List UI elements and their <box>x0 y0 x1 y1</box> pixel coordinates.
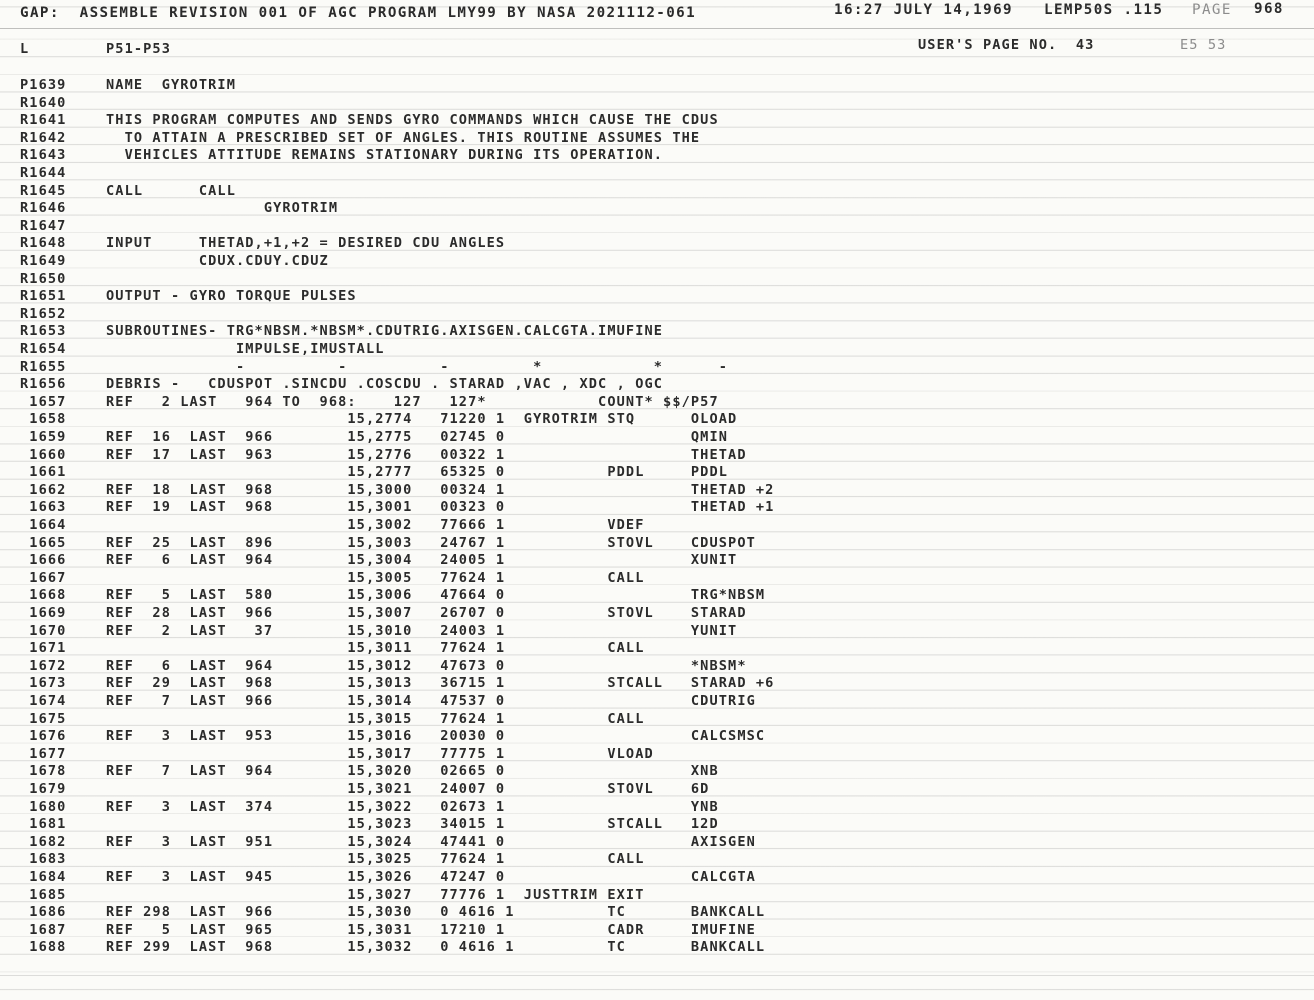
line-number: R1643 <box>20 147 67 164</box>
header-title: GAP: ASSEMBLE REVISION 001 OF AGC PROGRAM LMY99 BY NASA 2021112-061 <box>20 5 697 21</box>
source-line: REF 2 LAST 964 TO 968: 127 127* COUNT* $$/P57 <box>106 393 719 410</box>
line-number: R1653 <box>20 323 67 340</box>
source-line: NAME GYROTRIM <box>106 77 236 93</box>
source-line: REF 18 LAST 968 15,3000 00324 1 THETAD +2 <box>106 481 775 498</box>
line-number: 1661 <box>20 464 67 481</box>
source-line: INPUT THETAD,+1,+2 = DESIRED CDU ANGLES <box>106 235 506 252</box>
line-number: 1683 <box>20 851 67 868</box>
source-line: 15,3002 77666 1 VDEF <box>106 517 645 533</box>
line-number: 1673 <box>20 675 67 692</box>
line-number: 1660 <box>20 446 67 463</box>
source-line: 15,3027 77776 1 JUSTTRIM EXIT <box>106 886 645 903</box>
line-number: 1682 <box>20 833 67 850</box>
line-number: 1658 <box>20 411 67 428</box>
source-line: 15,3021 24007 0 STOVL 6D <box>106 781 710 797</box>
source-line: REF 3 LAST 951 15,3024 47441 0 AXISGEN <box>106 833 756 850</box>
header-datetime: 16:27 JULY 14,1969 <box>834 2 1013 18</box>
source-line: REF 6 LAST 964 15,3012 47673 0 *NBSM* <box>106 657 747 674</box>
source-line: IMPULSE,IMUSTALL <box>106 341 385 357</box>
line-number: 1668 <box>20 587 67 604</box>
line-number: 1681 <box>20 816 67 833</box>
source-line: REF 6 LAST 964 15,3004 24005 1 XUNIT <box>106 552 738 569</box>
source-line: THIS PROGRAM COMPUTES AND SENDS GYRO COMMANDS WHICH CAUSE THE CDUS <box>106 112 719 129</box>
section-label: P51-P53 <box>106 41 171 57</box>
line-number: R1644 <box>20 165 67 181</box>
source-line: REF 29 LAST 968 15,3013 36715 1 STCALL STARAD +6 <box>106 675 775 692</box>
line-number: 1676 <box>20 728 67 745</box>
line-number: 1665 <box>20 534 67 551</box>
line-number: R1655 <box>20 358 67 375</box>
source-line: REF 7 LAST 966 15,3014 47537 0 CDUTRIG <box>106 693 756 709</box>
source-line: 15,2774 71220 1 GYROTRIM STQ OLOAD <box>106 411 738 428</box>
line-number: R1647 <box>20 217 67 234</box>
source-line: REF 3 LAST 945 15,3026 47247 0 CALCGTA <box>106 869 756 885</box>
source-line: REF 28 LAST 966 15,3007 26707 0 STOVL STARAD <box>106 605 747 621</box>
source-line: 15,3023 34015 1 STCALL 12D <box>106 816 719 833</box>
source-line: VEHICLES ATTITUDE REMAINS STATIONARY DURING ITS OPERATION. <box>106 147 664 164</box>
source-line: REF 299 LAST 968 15,3032 0 4616 1 TC BANKCALL <box>106 939 766 956</box>
line-number: R1646 <box>20 200 67 217</box>
page-mark: E5 53 <box>1180 37 1227 53</box>
line-number: R1654 <box>20 341 67 357</box>
source-line: CDUX.CDUY.CDUZ <box>106 253 329 269</box>
source-line: DEBRIS - CDUSPOT .SINCDU .COSCDU . STARAD ,VAC , XDC , OGC <box>106 376 664 393</box>
footer-rule <box>0 975 1314 976</box>
source-line: 15,3017 77775 1 VLOAD <box>106 745 654 762</box>
source-line: 15,3025 77624 1 CALL <box>106 851 645 868</box>
line-number: 1667 <box>20 569 67 586</box>
line-number: 1663 <box>20 499 67 516</box>
line-number: 1672 <box>20 657 67 674</box>
source-line: 15,3011 77624 1 CALL <box>106 640 645 657</box>
line-number: 1674 <box>20 693 67 709</box>
line-number: 1684 <box>20 869 67 885</box>
source-line: REF 298 LAST 966 15,3030 0 4616 1 TC BANKCALL <box>106 904 766 921</box>
line-number: 1687 <box>20 921 67 938</box>
line-number: R1650 <box>20 270 67 287</box>
source-line: SUBROUTINES- TRG*NBSM.*NBSM*.CDUTRIG.AXISGEN.CALCGTA.IMUFINE <box>106 323 664 340</box>
line-number: 1666 <box>20 552 67 569</box>
line-number: 1659 <box>20 429 67 445</box>
line-number: R1648 <box>20 235 67 252</box>
line-number: R1641 <box>20 112 67 129</box>
line-number: 1671 <box>20 640 67 657</box>
users-page-number: USER'S PAGE NO. 43 <box>918 37 1095 53</box>
source-line: CALL CALL <box>106 182 236 199</box>
source-line: REF 7 LAST 964 15,3020 02665 0 XNB <box>106 763 719 780</box>
line-number: 1662 <box>20 481 67 498</box>
line-number: R1642 <box>20 129 67 146</box>
source-line: REF 5 LAST 580 15,3006 47664 0 TRG*NBSM <box>106 587 766 604</box>
source-line: REF 19 LAST 968 15,3001 00323 0 THETAD +1 <box>106 499 775 516</box>
line-number: R1645 <box>20 182 67 199</box>
line-number: R1649 <box>20 253 67 269</box>
line-number: 1677 <box>20 745 67 762</box>
line-number: 1680 <box>20 798 67 815</box>
source-line: OUTPUT - GYRO TORQUE PULSES <box>106 288 357 305</box>
line-number: R1640 <box>20 94 67 111</box>
source-line: REF 2 LAST 37 15,3010 24003 1 YUNIT <box>106 622 738 639</box>
source-line: 15,2777 65325 0 PDDL PDDL <box>106 464 729 481</box>
line-number: 1688 <box>20 939 67 956</box>
line-number: 1678 <box>20 763 67 780</box>
line-number: R1652 <box>20 305 67 322</box>
source-line: REF 3 LAST 374 15,3022 02673 1 YNB <box>106 798 719 815</box>
header-page-number: 968 <box>1254 1 1284 17</box>
line-number: 1669 <box>20 605 67 621</box>
source-line: 15,3005 77624 1 CALL <box>106 569 645 586</box>
header-job: LEMP50S .115 <box>1044 2 1164 18</box>
line-number: 1670 <box>20 622 67 639</box>
source-line: REF 3 LAST 953 15,3016 20030 0 CALCSMSC <box>106 728 766 745</box>
source-line: REF 17 LAST 963 15,2776 00322 1 THETAD <box>106 446 747 463</box>
line-number: 1657 <box>20 393 67 410</box>
source-line: REF 16 LAST 966 15,2775 02745 0 QMIN <box>106 429 729 445</box>
line-number: 1686 <box>20 904 67 921</box>
line-number: P1639 <box>20 77 67 93</box>
line-number: 1675 <box>20 710 67 727</box>
line-number: 1679 <box>20 781 67 797</box>
source-line: TO ATTAIN A PRESCRIBED SET OF ANGLES. THIS ROUTINE ASSUMES THE <box>106 129 701 146</box>
header-page-label: PAGE <box>1192 2 1232 18</box>
source-line: - - - * * - <box>106 358 729 375</box>
source-line: GYROTRIM <box>106 200 339 217</box>
source-line: REF 5 LAST 965 15,3031 17210 1 CADR IMUFINE <box>106 921 756 938</box>
subheader-l: L <box>20 41 30 57</box>
line-number: 1664 <box>20 517 67 533</box>
line-number: 1685 <box>20 886 67 903</box>
source-line: REF 25 LAST 896 15,3003 24767 1 STOVL CDUSPOT <box>106 534 756 551</box>
source-line: 15,3015 77624 1 CALL <box>106 710 645 727</box>
header-rule <box>0 28 1314 29</box>
line-number: R1651 <box>20 288 67 305</box>
line-number: R1656 <box>20 376 67 393</box>
